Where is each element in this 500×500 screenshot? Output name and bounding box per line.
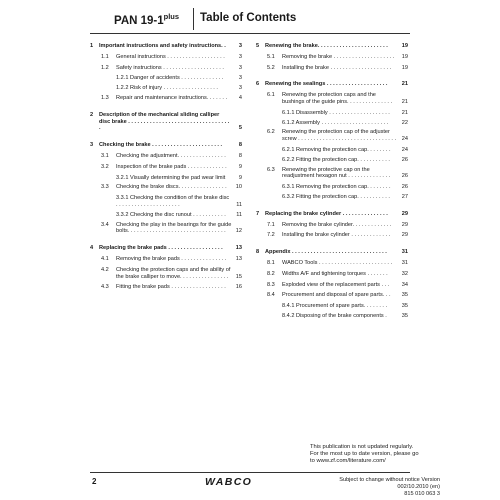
toc-entry[interactable]: [256, 313, 408, 320]
toc-entry-page: 19: [401, 53, 408, 60]
toc-entry[interactable]: [256, 222, 408, 229]
document-title-superscript: plus: [163, 12, 180, 21]
toc-entry-title: 1.2.2 Risk of injury . . . . . . . . . . . . . . . . . .: [116, 85, 218, 92]
toc-entry-title: Installing the brake . . . . . . . . . . . . . . . . . . . .: [282, 64, 392, 71]
toc-right-column: [256, 43, 408, 323]
toc-entry[interactable]: [256, 92, 408, 106]
toc-entry-title: Renewing the protection cap of the adjuster screw . . . . . . . . . . . . . . . . . . . . . . . . . . . . . . . .: [282, 129, 397, 143]
toc-entry[interactable]: [90, 65, 242, 72]
toc-entry-page: 35: [401, 312, 408, 319]
toc-entry[interactable]: [90, 284, 242, 291]
page-footer: [0, 472, 500, 500]
version-line-3: 815 010 063 3: [404, 490, 440, 497]
toc-entry-title: Removing the brake cylinder. . . . . . . . . . . . .: [282, 221, 392, 228]
toc-entry-page: 29: [401, 232, 408, 239]
toc-entry-title: 1.2.1 Danger of accidents . . . . . . . . . . . . . .: [116, 75, 224, 82]
toc-entry-page: 26: [401, 184, 408, 191]
toc-entry-title: 6.1.1 Disassembly . . . . . . . . . . . . . . . . . . . .: [282, 109, 390, 116]
toc-entry-number: 6.3: [267, 166, 275, 173]
toc-entry-page: 3: [238, 75, 242, 82]
toc-entry-page: 24: [401, 146, 408, 153]
header-divider: [193, 8, 194, 30]
toc-entry-number: 7.1: [267, 221, 275, 228]
toc-entry-title: Replacing the brake cylinder . . . . . . . . . . . . . . .: [265, 210, 388, 217]
toc-entry[interactable]: [90, 267, 242, 281]
toc-entry-number: 8: [256, 249, 260, 256]
toc-entry-number: 7: [256, 210, 260, 217]
toc-entry-page: 8: [238, 152, 242, 159]
toc-entry-page: 19: [401, 64, 408, 71]
toc-entry-number: 8.4: [267, 292, 275, 299]
toc-entry[interactable]: [256, 157, 408, 164]
toc-entry[interactable]: [256, 184, 408, 191]
toc-entry-page: 31: [401, 249, 408, 256]
toc-entry-page: 35: [401, 292, 408, 299]
toc-entry-page: 16: [235, 284, 242, 291]
toc-entry-title: 6.2.2 Fitting the protection cap. . . . . . . . . . .: [282, 156, 390, 163]
toc-entry-number: 1.1: [101, 53, 109, 60]
toc-entry-number: 3.2: [101, 163, 109, 170]
toc-entry-page: 29: [401, 221, 408, 228]
toc-entry-number: 4: [90, 245, 94, 252]
toc-entry-title: Checking the brake . . . . . . . . . . . . . . . . . . . . . . .: [99, 142, 223, 149]
toc-entry-title: 3.2.1 Visually determining the pad wear limit: [116, 174, 226, 181]
toc-entry-number: 8.1: [267, 259, 275, 266]
toc-entry-title: Renewing the protective cap on the readjustment hexagon nut . . . . . . . . . . . . . .: [282, 166, 391, 180]
toc-entry-title: Removing the brake . . . . . . . . . . . . . . . . . . . .: [282, 53, 395, 60]
toc-entry[interactable]: [90, 43, 242, 50]
toc-entry-page: 26: [401, 156, 408, 163]
toc-entry-title: Exploded view of the replacement parts . . .: [282, 281, 390, 288]
toc-entry-title: Replacing the brake pads . . . . . . . . . . . . . . . . . .: [99, 245, 223, 252]
toc-entry-page: 35: [401, 303, 408, 310]
toc-left-column: [90, 43, 242, 295]
toc-entry-title: 6.3.2 Fitting the protection cap. . . . . . . . . . .: [282, 193, 390, 200]
toc-entry-title: Renewing the brake. . . . . . . . . . . . . . . . . . . . . . .: [265, 43, 388, 49]
toc-entry-page: 10: [235, 184, 242, 191]
toc-entry[interactable]: [256, 292, 408, 299]
toc-entry-page: 21: [401, 98, 408, 105]
toc-entry-title: Installing the brake cylinder . . . . . . . . . . . . .: [282, 232, 391, 239]
toc-entry-title: 6.1.2 Assembly . . . . . . . . . . . . . . . . . . . . . .: [282, 119, 389, 126]
toc-entry-number: 3: [90, 142, 94, 149]
toc-entry[interactable]: [90, 153, 242, 160]
toc-entry-title: Removing the brake pads . . . . . . . . . . . . . . .: [116, 255, 227, 262]
toc-entry-title: Safety instructions . . . . . . . . . . . . . . . . . . . .: [116, 64, 224, 71]
toc-entry-number: 6.1: [267, 92, 275, 99]
toc-entry-number: 6: [256, 81, 260, 88]
toc-entry-title: Procurement and disposal of spare parts. . .: [282, 292, 391, 299]
toc-entry-title: Appendix . . . . . . . . . . . . . . . . . . . . . . . . . . . . . . .: [265, 249, 387, 256]
toc-entry-page: 12: [235, 228, 242, 235]
toc-entry-page: 15: [235, 273, 242, 280]
page-header: [0, 0, 500, 40]
toc-entry-page: 24: [401, 136, 408, 143]
toc-entry-number: 5: [256, 43, 260, 49]
toc-entry[interactable]: [256, 65, 408, 72]
toc-entry-title: Checking the adjustment. . . . . . . . . . . . . . . .: [116, 152, 226, 159]
toc-entry-number: 1: [90, 43, 94, 49]
footer-rule: [90, 472, 410, 473]
section-title: Table of Contents: [200, 12, 297, 24]
toc-entry[interactable]: [256, 249, 408, 256]
toc-entry[interactable]: [256, 81, 408, 88]
toc-entry[interactable]: [90, 85, 242, 92]
toc-entry[interactable]: [256, 303, 408, 310]
toc-entry-page: 3: [238, 85, 242, 92]
toc-entry-page: 5: [238, 125, 242, 132]
toc-entry-page: 13: [235, 255, 242, 262]
toc-entry[interactable]: [256, 110, 408, 117]
toc-entry-title: Widths A/F and tightening torques . . . . . . .: [282, 270, 388, 277]
toc-entry[interactable]: [256, 271, 408, 278]
toc-entry-title: Fitting the brake pads . . . . . . . . . . . . . . . . . .: [116, 284, 226, 291]
toc-entry-page: 3: [238, 43, 242, 49]
toc-entry[interactable]: [256, 194, 408, 201]
toc-entry-page: 8: [238, 142, 242, 149]
toc-entry-title: 6.2.1 Removing the protection cap. . . . . . . .: [282, 146, 391, 153]
toc-entry-title: Repair and maintenance instructions. . . . . . .: [116, 94, 227, 101]
toc-entry-number: 1.3: [101, 94, 109, 101]
toc-entry[interactable]: [256, 54, 408, 61]
toc-entry-title: Inspection of the brake pads . . . . . . . . . . . . .: [116, 163, 227, 170]
toc-entry-title: Renewing the protection caps and the bushings of the guide pins. . . . . . . . . . . . . . .: [282, 92, 393, 105]
toc-entry-page: 4: [238, 94, 242, 101]
toc-entry-page: 22: [401, 119, 408, 126]
toc-entry-page: 27: [401, 193, 408, 200]
publication-notice: [310, 444, 450, 465]
notice-line-1: This publication is not updated regularly.: [310, 444, 414, 450]
document-title: PAN $19-1^{plus}$: [114, 12, 180, 27]
version-info: [310, 477, 440, 497]
toc-entry-number: 1.2: [101, 64, 109, 71]
toc-entry[interactable]: [256, 232, 408, 239]
toc-entry-number: 5.1: [267, 53, 275, 60]
toc-entry-title: Checking the protection caps and the ability of the brake calliper to move. . . . . . . . . . . . . . . .: [116, 266, 231, 280]
toc-entry[interactable]: [90, 256, 242, 263]
version-line-1: Subject to change without notice Version: [339, 477, 440, 483]
toc-entry[interactable]: [256, 120, 408, 127]
toc-entry[interactable]: [90, 222, 242, 236]
toc-entry-title: 3.3.1 Checking the condition of the brake disc . . . . . . . . . . . . . . . . . . . . .: [116, 195, 230, 208]
toc-entry-page: 31: [401, 259, 408, 266]
toc-entry[interactable]: [90, 245, 242, 252]
toc-entry-number: 5.2: [267, 64, 275, 71]
page-number: 2: [92, 477, 97, 486]
toc-entry[interactable]: [90, 164, 242, 171]
toc-entry-page: 13: [235, 245, 242, 252]
toc-entry-number: 3.3: [101, 184, 109, 191]
toc-entry-number: 2: [90, 111, 94, 118]
toc-entry[interactable]: [90, 184, 242, 191]
toc-entry-number: 6.2: [267, 129, 275, 136]
toc-entry-page: 11: [236, 211, 242, 218]
toc-entry[interactable]: [90, 112, 242, 132]
toc-entry-title: 8.4.2 Disposing of the brake components .: [282, 312, 387, 319]
toc-entry-number: 3.1: [101, 152, 109, 159]
toc-entry-title: 3.3.2 Checking the disc runout . . . . . . . . . . .: [116, 211, 226, 218]
toc-entry[interactable]: [90, 212, 242, 219]
toc-entry[interactable]: [90, 54, 242, 61]
toc-entry-number: 8.3: [267, 281, 275, 288]
toc-entry-title: Checking the play in the bearings for the guide bolts. . . . . . . . . . . . . . . . . . . . . . . . . . . . . . . .: [116, 221, 232, 235]
toc-entry-page: 3: [238, 53, 242, 60]
toc-entry-page: 9: [238, 174, 242, 181]
toc-entry[interactable]: [256, 147, 408, 154]
toc-entry-number: 3.4: [101, 221, 109, 228]
toc-entry[interactable]: [256, 282, 408, 289]
toc-entry[interactable]: [90, 95, 242, 102]
toc-entry-number: 8.2: [267, 270, 275, 277]
toc-entry-page: 26: [401, 173, 408, 180]
toc-entry-page: 21: [401, 109, 408, 116]
toc-entry[interactable]: [256, 211, 408, 218]
toc-entry-page: 3: [238, 64, 242, 71]
toc-entry-title: Important instructions and safety instructions. .: [99, 43, 226, 49]
header-rule: [90, 33, 410, 34]
toc-entry-page: 32: [401, 270, 408, 277]
toc-entry-title: Renewing the sealings . . . . . . . . . . . . . . . . . . . .: [265, 81, 388, 88]
toc-entry-title: 6.3.1 Removing the protection cap. . . . . . . .: [282, 184, 391, 191]
toc-entry[interactable]: [90, 195, 242, 209]
toc-entry[interactable]: [256, 43, 408, 50]
toc-entry[interactable]: [256, 167, 408, 181]
toc-entry-number: 4.1: [101, 255, 109, 262]
toc-entry-page: 19: [401, 43, 408, 49]
toc-entry-number: 4.3: [101, 284, 109, 291]
wabco-logo: WABCO: [205, 476, 253, 488]
toc-entry-title: 8.4.1 Procurement of spare parts. . . . . . . .: [282, 303, 388, 310]
toc-entry-title: WABCO Tools . . . . . . . . . . . . . . . . . . . . . . . .: [282, 259, 393, 266]
toc-entry-page: 34: [401, 281, 408, 288]
toc-entry-page: 21: [401, 81, 408, 88]
toc-entry[interactable]: [256, 260, 408, 267]
toc-entry-page: 11: [236, 201, 242, 208]
toc-entry[interactable]: [90, 142, 242, 149]
toc-entry-title: General instructions . . . . . . . . . . . . . . . . . . .: [116, 53, 225, 60]
toc-entry-number: 4.2: [101, 266, 109, 273]
toc-entry[interactable]: [90, 175, 242, 182]
notice-line-2: For the most up to date version, please go: [310, 451, 419, 457]
toc-entry[interactable]: [256, 129, 408, 143]
toc-entry-page: 9: [238, 163, 242, 170]
version-line-2: 002/10.2010 (en): [397, 483, 440, 490]
toc-entry-title: Description of the mechanical sliding calliper disc brake . . . . . . . . . . . . . . . . . . . . . . . . . . . . . . . . . .: [99, 111, 230, 132]
toc-entry-title: Checking the brake discs. . . . . . . . . . . . . . . .: [116, 184, 227, 191]
toc-entry-number: 7.2: [267, 232, 275, 239]
toc-entry-page: 29: [401, 210, 408, 217]
notice-line-3: to www.zf.com/literature.com/: [310, 458, 386, 464]
toc-entry[interactable]: [90, 75, 242, 82]
